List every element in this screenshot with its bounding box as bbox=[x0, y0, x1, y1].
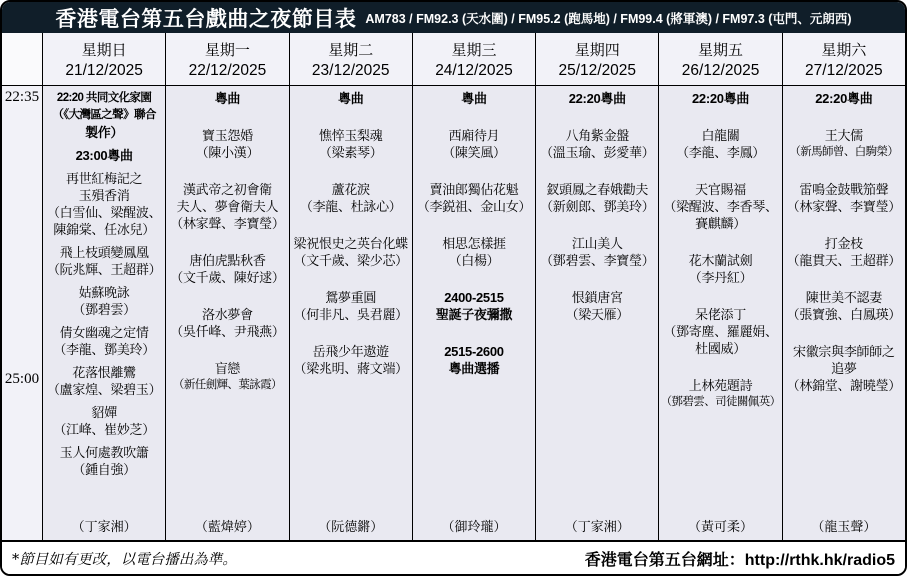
presenter-name: （藍煒婷） bbox=[194, 519, 260, 534]
program-line: 2400-2515 bbox=[444, 290, 504, 305]
program-line: 玉殞香消 bbox=[78, 188, 130, 203]
program-line: 粵曲 bbox=[461, 91, 487, 106]
program-line: （梁天雁） bbox=[565, 307, 630, 322]
program-line: 宋徽宗與李師師之 bbox=[793, 344, 895, 359]
day-body bbox=[166, 86, 288, 540]
program-line: 唐伯虎點秋香 bbox=[189, 253, 266, 268]
day-date: 22/12/2025 bbox=[188, 61, 267, 79]
program-line: 粵曲 bbox=[214, 91, 241, 106]
program-line: 夫人、夢會衛夫人 bbox=[176, 199, 279, 214]
presenter-name: （丁家湘） bbox=[71, 519, 137, 534]
program-line: 粵曲 bbox=[338, 91, 364, 106]
day-date: 21/12/2025 bbox=[65, 61, 143, 79]
program-line: 天官賜福 bbox=[695, 182, 746, 197]
time-column-body bbox=[2, 86, 42, 540]
program-line: （何非凡、吳君麗） bbox=[293, 307, 408, 322]
program-line: （鄧寄塵、羅麗娟、 bbox=[663, 324, 778, 339]
footer-note: *節目如有更改，以電台播出為準。 bbox=[12, 551, 237, 568]
program-segment bbox=[787, 181, 901, 215]
program-segment bbox=[294, 343, 408, 377]
program-line: 釵頭鳳之春娥勸夫 bbox=[546, 182, 649, 197]
program-line: （林家聲、李寶瑩） bbox=[170, 216, 285, 231]
program-line: 製作） bbox=[85, 125, 124, 140]
program-line: 22:20 共同文化家園 bbox=[56, 92, 152, 104]
program-line: 寶玉怨婚 bbox=[202, 128, 253, 143]
program-segment bbox=[319, 127, 383, 161]
program-line: 22:20粵曲 bbox=[568, 91, 626, 106]
day-header bbox=[290, 33, 412, 86]
day-header bbox=[166, 33, 288, 86]
day-column bbox=[536, 33, 659, 540]
program-line: （梁兆明、蔣文端） bbox=[293, 361, 408, 376]
presenter-name: （阮德鏘） bbox=[318, 519, 384, 534]
program-segment bbox=[300, 181, 402, 215]
program-segment bbox=[692, 90, 749, 107]
day-date: 23/12/2025 bbox=[311, 61, 390, 79]
program-line: （陳笑風） bbox=[442, 145, 506, 160]
program-line: （文千歲、陳好逑） bbox=[170, 270, 285, 285]
day-date: 26/12/2025 bbox=[681, 61, 760, 79]
frequency-list: AM783 / FM92.3 (天水圍) / FM95.2 (跑馬地) / FM99.4 (將軍澳) / FM97.3 (屯門、元朗西) bbox=[365, 11, 852, 26]
program-line: （白楊） bbox=[448, 253, 500, 268]
program-line: 賽麒麟） bbox=[695, 216, 746, 231]
program-line: 恨鎖唐宮 bbox=[571, 290, 623, 305]
program-segment bbox=[72, 284, 136, 318]
program-segment bbox=[789, 127, 898, 161]
program-line: （李鋭祖、金山女） bbox=[416, 199, 532, 214]
program-segment bbox=[676, 127, 765, 161]
program-segment bbox=[170, 252, 284, 286]
program-line: （阮兆輝、王超群） bbox=[46, 262, 162, 277]
program-line: 貂嬋 bbox=[91, 405, 117, 420]
program-segment bbox=[540, 127, 654, 161]
footer bbox=[2, 540, 905, 574]
day-date: 24/12/2025 bbox=[435, 61, 513, 79]
day-weekday: 星期三 bbox=[451, 41, 497, 59]
program-segment bbox=[444, 343, 503, 377]
program-line: 梁祝恨史之英台化蝶 bbox=[293, 236, 408, 251]
program-line: （鍾自強） bbox=[72, 462, 136, 477]
program-line: （溫玉瑜、彭愛華） bbox=[540, 145, 655, 160]
program-segment bbox=[661, 377, 781, 411]
program-line: （新任劍輝、葉詠霞） bbox=[172, 379, 282, 391]
program-line: （梁素琴） bbox=[318, 145, 383, 160]
program-line: 賣油郎獨佔花魁 bbox=[429, 182, 519, 197]
program-segment bbox=[173, 360, 282, 394]
program-line: 粵曲選播 bbox=[448, 361, 500, 376]
program-line: （文千歲、梁少芯） bbox=[293, 253, 408, 268]
presenter-name: （御玲瓏） bbox=[441, 519, 507, 534]
day-body bbox=[783, 86, 905, 540]
day-column bbox=[783, 33, 905, 540]
program-line: 22:20粵曲 bbox=[815, 91, 873, 106]
program-line: （盧家煌、梁碧玉） bbox=[46, 382, 162, 397]
day-weekday: 星期五 bbox=[698, 41, 744, 59]
program-line: 白龍關 bbox=[701, 128, 740, 143]
day-column bbox=[290, 33, 413, 540]
day-weekday: 星期日 bbox=[81, 41, 127, 59]
program-line: 姑蘇晚詠 bbox=[78, 285, 130, 300]
program-line: （鄧碧雲、司徒關佩英） bbox=[660, 396, 781, 408]
program-segment bbox=[47, 364, 161, 398]
day-body bbox=[43, 86, 165, 540]
day-header bbox=[659, 33, 781, 86]
program-line: 八角紫金盤 bbox=[565, 128, 630, 143]
day-column bbox=[166, 33, 289, 540]
time-column-header bbox=[2, 33, 42, 86]
day-body bbox=[290, 86, 412, 540]
day-weekday: 星期四 bbox=[574, 41, 620, 59]
program-line: 花木蘭試劍 bbox=[688, 253, 753, 268]
program-line: （林錦堂、謝曉瑩） bbox=[786, 378, 901, 393]
time-label-2500: 25:00 bbox=[4, 371, 40, 387]
program-line: 江山美人 bbox=[571, 236, 623, 251]
program-line: 西廂待月 bbox=[448, 128, 500, 143]
program-segment bbox=[569, 90, 626, 107]
program-segment bbox=[787, 343, 901, 394]
program-segment bbox=[294, 289, 408, 323]
program-segment bbox=[76, 147, 133, 164]
program-segment bbox=[47, 244, 161, 278]
program-line: （江峰、崔妙芝） bbox=[53, 422, 155, 437]
program-line: 盲戀 bbox=[214, 361, 241, 376]
program-segment bbox=[196, 127, 260, 161]
program-segment bbox=[215, 90, 240, 107]
program-line: 打金枝 bbox=[824, 236, 863, 251]
program-segment bbox=[442, 127, 506, 161]
program-line: （李丹紅） bbox=[688, 270, 753, 285]
program-segment bbox=[53, 90, 156, 141]
presenter-name: （丁家湘） bbox=[564, 519, 630, 534]
program-segment bbox=[170, 306, 284, 340]
program-line: （張寶強、白鳳瑛） bbox=[786, 307, 901, 322]
program-line: 再世紅梅記之 bbox=[66, 171, 143, 186]
day-header bbox=[43, 33, 165, 86]
program-line: （梁醒波、李香琴、 bbox=[663, 199, 778, 214]
program-segment bbox=[53, 404, 155, 438]
day-weekday: 星期二 bbox=[328, 41, 374, 59]
program-segment bbox=[442, 235, 506, 269]
program-line: 23:00粵曲 bbox=[75, 148, 133, 163]
program-line: （李龍、李鳳） bbox=[676, 145, 765, 160]
presenter-name: （黃可柔） bbox=[688, 519, 754, 534]
program-line: （白雪仙、梁醒波、 bbox=[46, 205, 162, 220]
program-segment bbox=[815, 90, 872, 107]
program-line: 聖誕子夜彌撒 bbox=[435, 307, 513, 322]
program-line: （龍貫天、王超群） bbox=[786, 253, 901, 268]
time-column bbox=[2, 33, 43, 540]
program-line: 陳世美不認妻 bbox=[805, 290, 882, 305]
program-segment bbox=[338, 90, 363, 107]
program-line: 王大儒 bbox=[824, 128, 863, 143]
program-segment bbox=[53, 324, 155, 358]
program-line: 雷鳴金鼓戰笳聲 bbox=[799, 182, 889, 197]
program-line: （新馬師曾、白駒榮） bbox=[789, 146, 899, 158]
program-line: 花落恨離鸞 bbox=[72, 365, 136, 380]
program-segment bbox=[689, 252, 753, 286]
day-date: 25/12/2025 bbox=[558, 61, 637, 79]
program-line: 漢武帝之初會衛 bbox=[182, 182, 272, 197]
program-segment bbox=[787, 289, 901, 323]
program-segment bbox=[461, 90, 486, 107]
program-segment bbox=[540, 181, 654, 215]
program-line: 鴛夢重圓 bbox=[325, 290, 377, 305]
program-segment bbox=[294, 235, 408, 269]
program-line: 玉人何處教吹簫 bbox=[59, 445, 149, 460]
footer-site-url: 香港電台第五台網址：http://rthk.hk/radio5 bbox=[584, 551, 895, 569]
program-segment bbox=[436, 289, 512, 323]
page-title: 香港電台第五台戲曲之夜節目表 bbox=[55, 7, 357, 31]
program-line: 陳錦棠、任冰兒） bbox=[53, 222, 155, 237]
program-segment bbox=[566, 289, 630, 323]
day-column bbox=[659, 33, 782, 540]
day-column bbox=[413, 33, 536, 540]
day-body bbox=[413, 86, 535, 540]
day-date: 27/12/2025 bbox=[805, 61, 883, 79]
program-line: （林家聲、李寶瑩） bbox=[786, 199, 901, 214]
program-line: 2515-2600 bbox=[444, 344, 504, 359]
program-segment bbox=[540, 235, 654, 269]
program-line: 飛上枝頭變鳳凰 bbox=[59, 245, 149, 260]
program-line: （吳仟峰、尹飛燕） bbox=[170, 324, 285, 339]
program-line: （陳小漢） bbox=[195, 145, 260, 160]
title-bar bbox=[2, 2, 905, 33]
day-body bbox=[536, 86, 658, 540]
program-line: （李龍、杜詠心） bbox=[299, 199, 402, 214]
day-column bbox=[43, 33, 166, 540]
program-line: 22:20粵曲 bbox=[691, 91, 750, 106]
program-line: 倩女幽魂之定情 bbox=[59, 325, 149, 340]
day-body bbox=[659, 86, 781, 540]
program-line: 上林苑題詩 bbox=[688, 378, 753, 393]
program-line: 蘆花淚 bbox=[331, 182, 370, 197]
program-line: 杜國威） bbox=[695, 341, 746, 356]
program-line: 憔悴玉梨魂 bbox=[318, 128, 383, 143]
day-header bbox=[536, 33, 658, 86]
program-line: （新劍郎、鄧美玲） bbox=[540, 199, 655, 214]
program-line: （《大灣區之聲》聯合 bbox=[52, 109, 156, 121]
program-line: 岳飛少年遨遊 bbox=[312, 344, 389, 359]
program-segment bbox=[47, 170, 161, 238]
day-weekday: 星期一 bbox=[204, 41, 250, 59]
program-line: （鄧碧雲、李寶瑩） bbox=[540, 253, 655, 268]
schedule-table bbox=[2, 33, 905, 540]
program-segment bbox=[663, 181, 777, 232]
program-line: （鄧碧雲） bbox=[72, 302, 136, 317]
program-line: 洛水夢會 bbox=[202, 307, 253, 322]
program-segment bbox=[663, 306, 777, 357]
day-weekday: 星期六 bbox=[821, 41, 867, 59]
time-label-2235: 22:35 bbox=[4, 89, 40, 105]
program-line: 追夢 bbox=[831, 361, 857, 376]
program-line: 呆佬添丁 bbox=[695, 307, 746, 322]
program-segment bbox=[60, 444, 149, 478]
day-header bbox=[783, 33, 905, 86]
program-segment bbox=[170, 181, 284, 232]
program-segment bbox=[417, 181, 531, 215]
program-line: 相思怎樣捱 bbox=[442, 236, 506, 251]
day-header bbox=[413, 33, 535, 86]
presenter-name: （龍玉聲） bbox=[811, 519, 877, 534]
program-segment bbox=[787, 235, 901, 269]
program-line: （李龍、鄧美玲） bbox=[53, 342, 155, 357]
